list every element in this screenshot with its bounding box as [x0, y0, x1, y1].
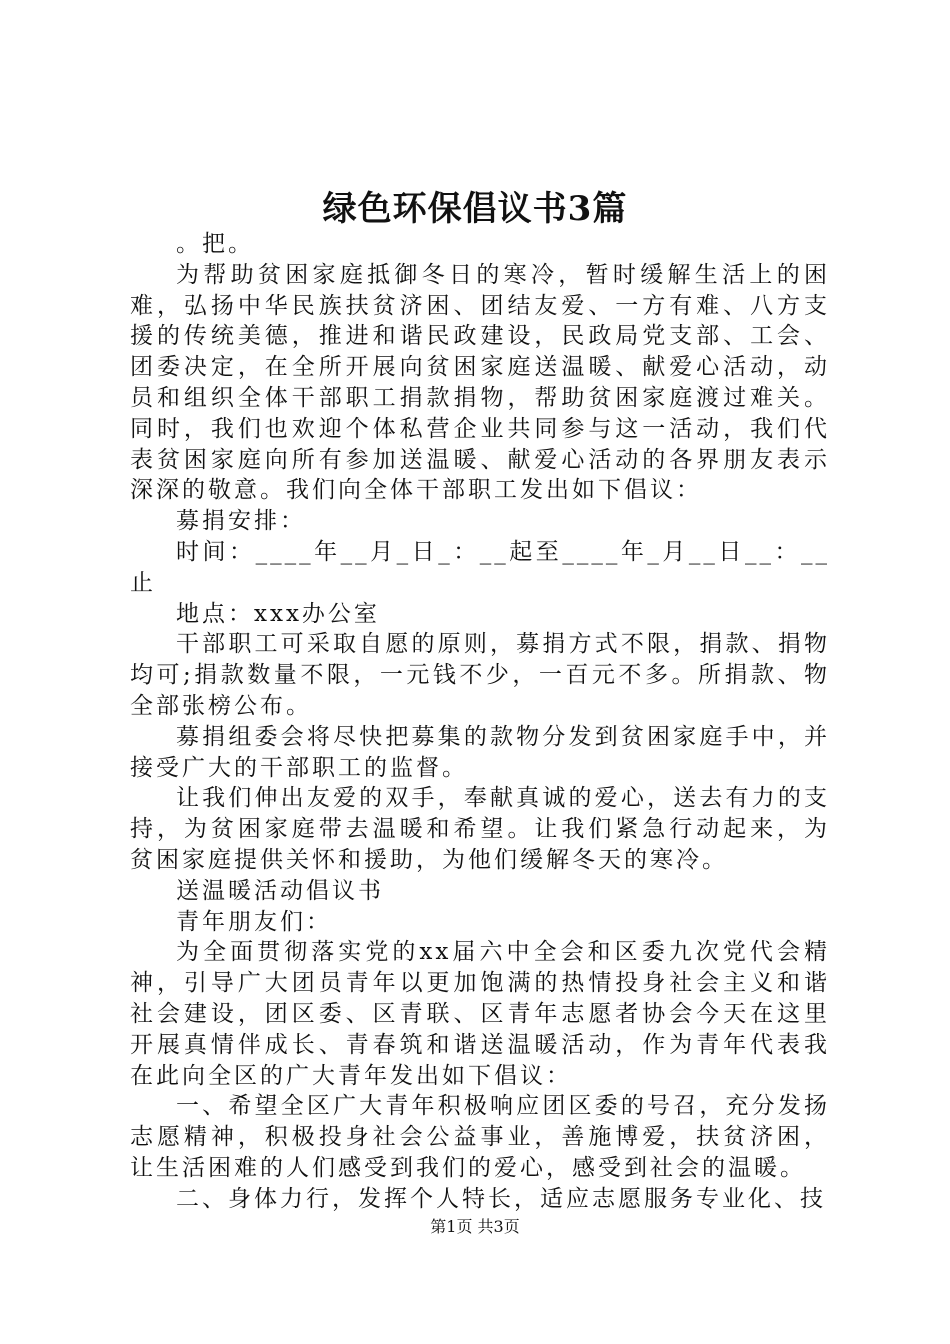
- paragraph: 为全面贯彻落实党的xx届六中全会和区委九次党代会精神，引导广大团员青年以更加饱满的热情投身社会主义和谐社会建设，团区委、区青联、区青年志愿者协会今天在这里开展真情伴成长、青春筑和谐送温暖活动，作为青年代表我在此向全区的广大青年发出如下倡议：: [130, 939, 830, 1089]
- paragraph: 募捐组委会将尽快把募集的款物分发到贫困家庭手中，并接受广大的干部职工的监督。: [130, 723, 830, 781]
- page-footer: 第1页 共3页: [430, 1217, 520, 1236]
- paragraph: 地点：xxx办公室: [176, 600, 380, 627]
- paragraph: 募捐安排：: [176, 508, 306, 535]
- paragraph: 时间：____年__月_日_：__起至____年_月__日__：__止: [130, 538, 830, 596]
- document-body: [130, 229, 830, 1215]
- paragraph: 干部职工可采取自愿的原则，募捐方式不限，捐款、捐物均可;捐款数量不限，一元钱不少，一百元不多。所捐款、物全部张榜公布。: [130, 631, 830, 719]
- paragraph: 让我们伸出友爱的双手，奉献真诚的爱心，送去有力的支持，为贫困家庭带去温暖和希望。让我们紧急行动起来，为贫困家庭提供关怀和援助，为他们缓解冬天的寒冷。: [130, 785, 830, 873]
- paragraph: 为帮助贫困家庭抵御冬日的寒冷，暂时缓解生活上的困难，弘扬中华民族扶贫济困、团结友爱、一方有难、八方支援的传统美德，推进和谐民政建设，民政局党支部、工会、团委决定，在全所开展向贫困家庭送温暖、献爱心活动，动员和组织全体干部职工捐款捐物，帮助贫困家庭渡过难关。同时，我们也欢迎个体私营企业共同参与这一活动，我们代表贫困家庭向所有参加送温暖、献爱心活动的各界朋友表示深深的敬意。我们向全体干部职工发出如下倡议：: [130, 261, 830, 504]
- paragraph: 二、身体力行，发挥个人特长，适应志愿服务专业化、技: [176, 1185, 826, 1212]
- salutation: 青年朋友们：: [176, 908, 332, 935]
- section-heading: 送温暖活动倡议书: [176, 877, 384, 904]
- paragraph: 一、希望全区广大青年积极响应团区委的号召，充分发扬志愿精神，积极投身社会公益事业，善施博爱，扶贫济困，让生活困难的人们感受到我们的爱心，感受到社会的温暖。: [130, 1093, 830, 1181]
- paragraph: 。把。: [176, 231, 254, 257]
- document-title: 绿色环保倡议书3篇: [322, 189, 628, 229]
